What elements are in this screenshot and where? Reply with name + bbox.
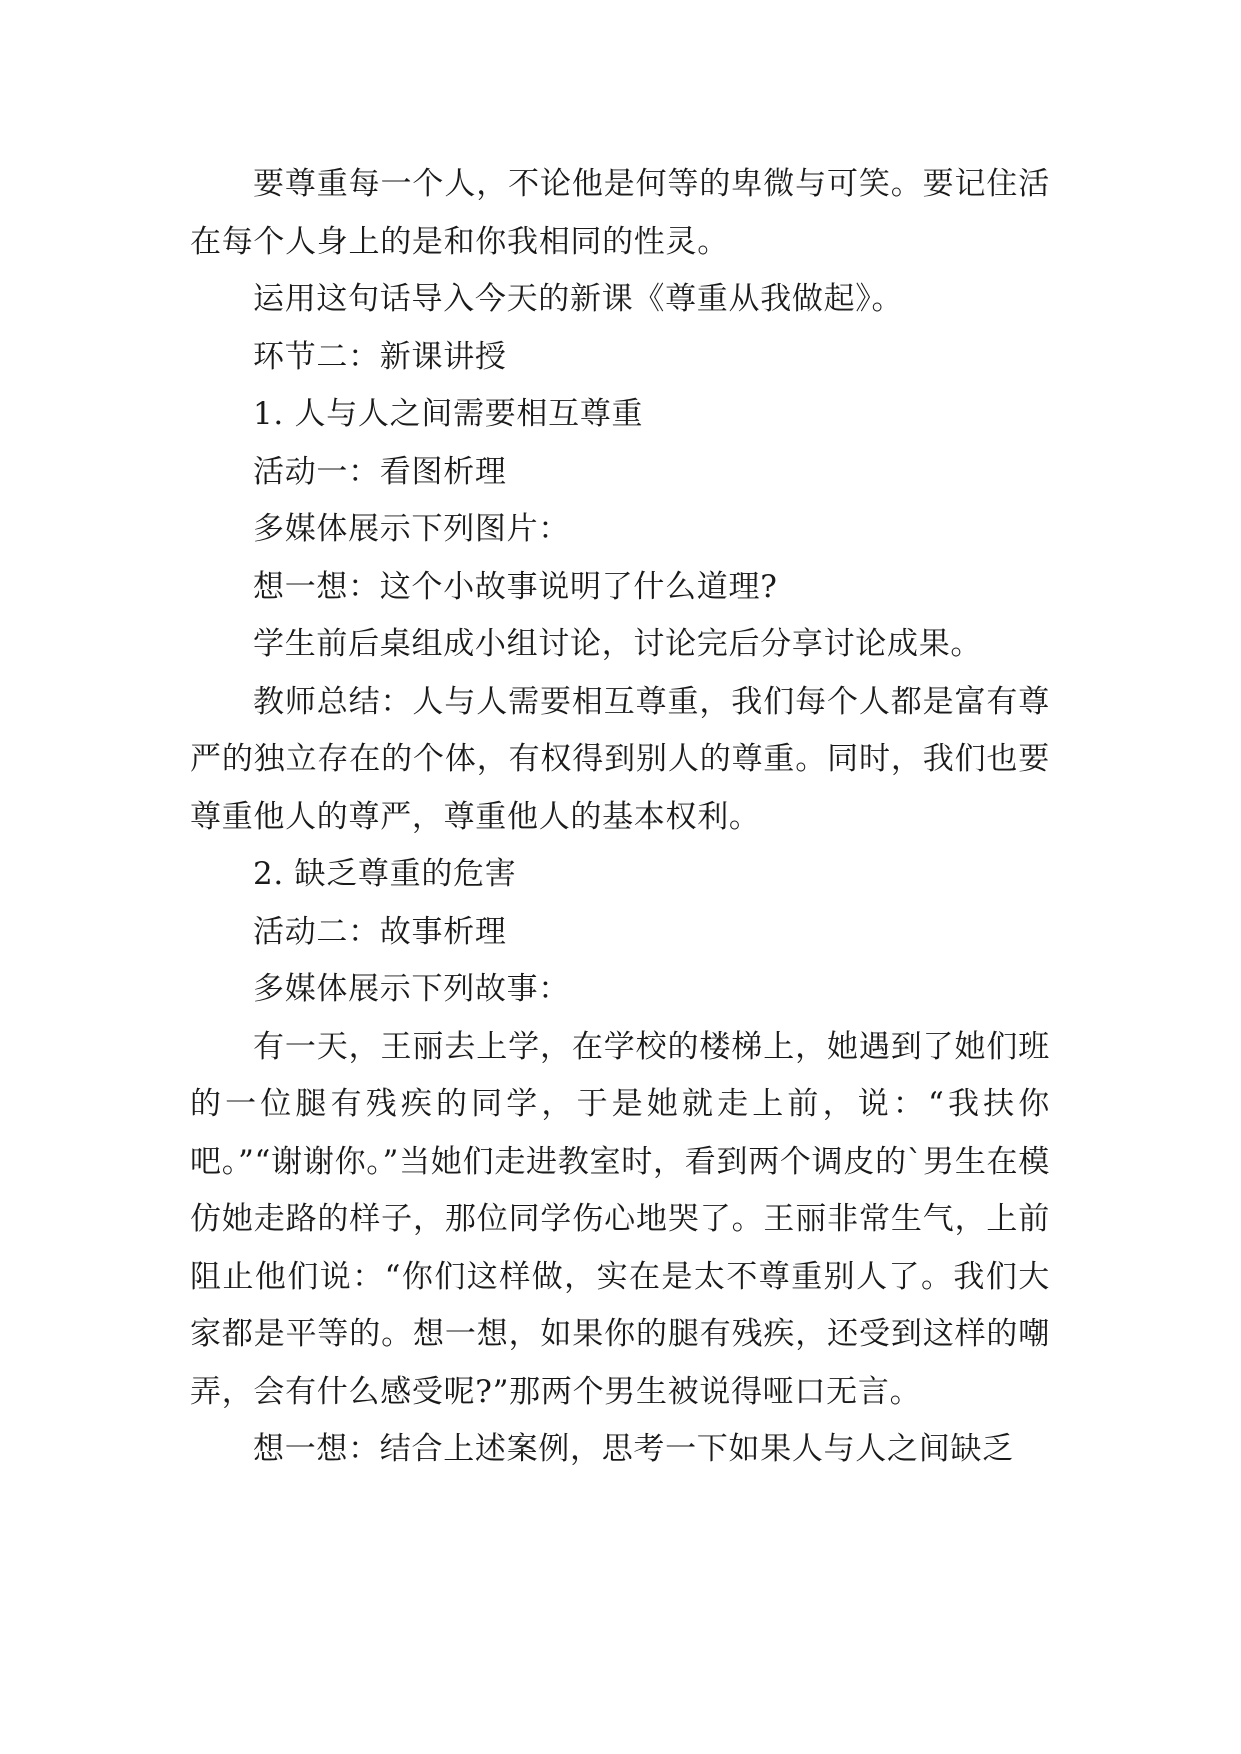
paragraph-show-pictures: 多媒体展示下列图片： [253,511,570,547]
paragraph-story: 有一天，王丽去上学，在学校的楼梯上，她遇到了她们班的一位腿有残疾的同学，于是她就走上前，说：“我扶你吧。”“谢谢你。”当她们走进教室时，看到两个调皮的`男生在模仿她走路的样子，那位同学伤心地哭了。王丽非常生气，上前阻止他们说：“你们这样做，实在是太不尊重别人了。我们大家都是平等的。想一想，如果你的腿有残疾，还受到这样的嘲弄，会有什么感受呢?”那两个男生被说得哑口无言。 [190,1028,1050,1410]
paragraph-group-discussion: 学生前后桌组成小组讨论，讨论完后分享讨论成果。 [253,626,983,662]
heading-activity-one: 活动一：看图析理 [253,453,507,490]
paragraph-respect-quote: 要尊重每一个人，不论他是何等的卑微与可笑。要记住活在每个人身上的是和你我相同的性灵。 [190,166,1050,260]
document-body [190,156,1050,1479]
heading-activity-two: 活动二：故事析理 [253,913,507,950]
heading-section-two: 环节二：新课讲授 [253,338,507,375]
paragraph-teacher-summary: 教师总结：人与人需要相互尊重，我们每个人都是富有尊严的独立存在的个体，有权得到别人的尊重。同时，我们也要尊重他人的尊严，尊重他人的基本权利。 [190,683,1050,835]
paragraph-show-story: 多媒体展示下列故事： [253,971,570,1007]
paragraph-think-question-two: 想一想：结合上述案例，思考一下如果人与人之间缺乏 [253,1431,1014,1467]
paragraph-think-question-one: 想一想：这个小故事说明了什么道理? [253,568,778,605]
heading-point-one: 1. 人与人之间需要相互尊重 [253,396,644,432]
heading-point-two: 2. 缺乏尊重的危害 [253,856,517,892]
paragraph-lesson-intro: 运用这句话导入今天的新课《尊重从我做起》。 [253,281,904,317]
